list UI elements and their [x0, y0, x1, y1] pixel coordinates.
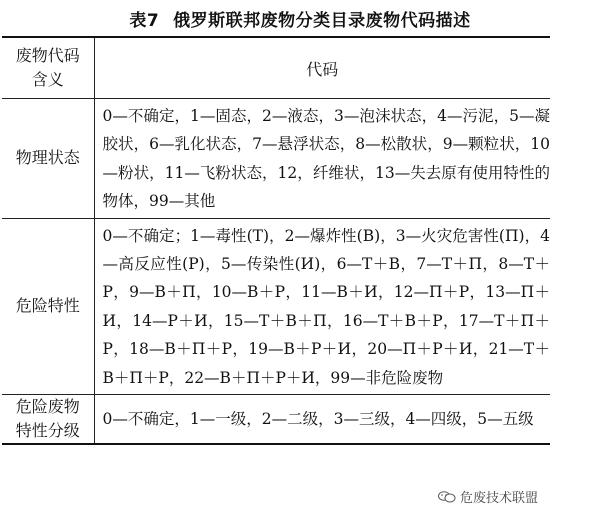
table-row-hazard-property	[2, 218, 550, 394]
table-number: 表7	[129, 11, 160, 31]
table-caption	[0, 6, 600, 31]
table-header-row	[2, 37, 550, 99]
header-meaning: 废物代码 含义	[2, 37, 94, 99]
row-label: 危险特性	[2, 218, 94, 394]
table-row-physical-state	[2, 99, 550, 219]
row-text: 0—不确定，1—固态，2—液态，3—泡沫状态，4—污泥，5—凝胶状，6—乳化状态，7—悬浮状态，8—松散状，9—颗粒状，10—粉状，11—飞粉状态，12，纤维状，13—失去原有使用特性的物体，99—其他	[94, 99, 550, 219]
table-title: 俄罗斯联邦废物分类目录废物代码描述	[173, 11, 471, 31]
waste-code-table	[2, 36, 550, 445]
table-row-hazard-class	[2, 395, 550, 445]
row-label: 物理状态	[2, 99, 94, 219]
row-text: 0—不确定；1—毒性(Т)，2—爆炸性(В)，3—火灾危害性(П)，4—高反应性(Р)，5—传染性(И)，6—Т＋В，7—Т＋П，8—Т＋Р，9—В＋П，10—В＋Р，11—В＋И，12—П＋Р，13—П＋И，14—Р＋И，15—Т＋В＋П，16—Т＋В＋Р，17—Т＋П＋Р，18—В＋П＋Р，19—В＋Р＋И，20—П＋Р＋И，21—Т＋В＋П＋Р，22—В＋П＋Р＋И，99—非危险废物	[94, 218, 550, 394]
row-label: 危险废物 特性分级	[2, 395, 94, 445]
header-code: 代码	[94, 37, 550, 99]
watermark	[438, 487, 538, 506]
wechat-icon	[438, 491, 456, 503]
watermark-text: 危废技术联盟	[459, 491, 538, 506]
row-text: 0—不确定，1—一级，2—二级，3—三级，4—四级，5—五级	[94, 395, 550, 445]
